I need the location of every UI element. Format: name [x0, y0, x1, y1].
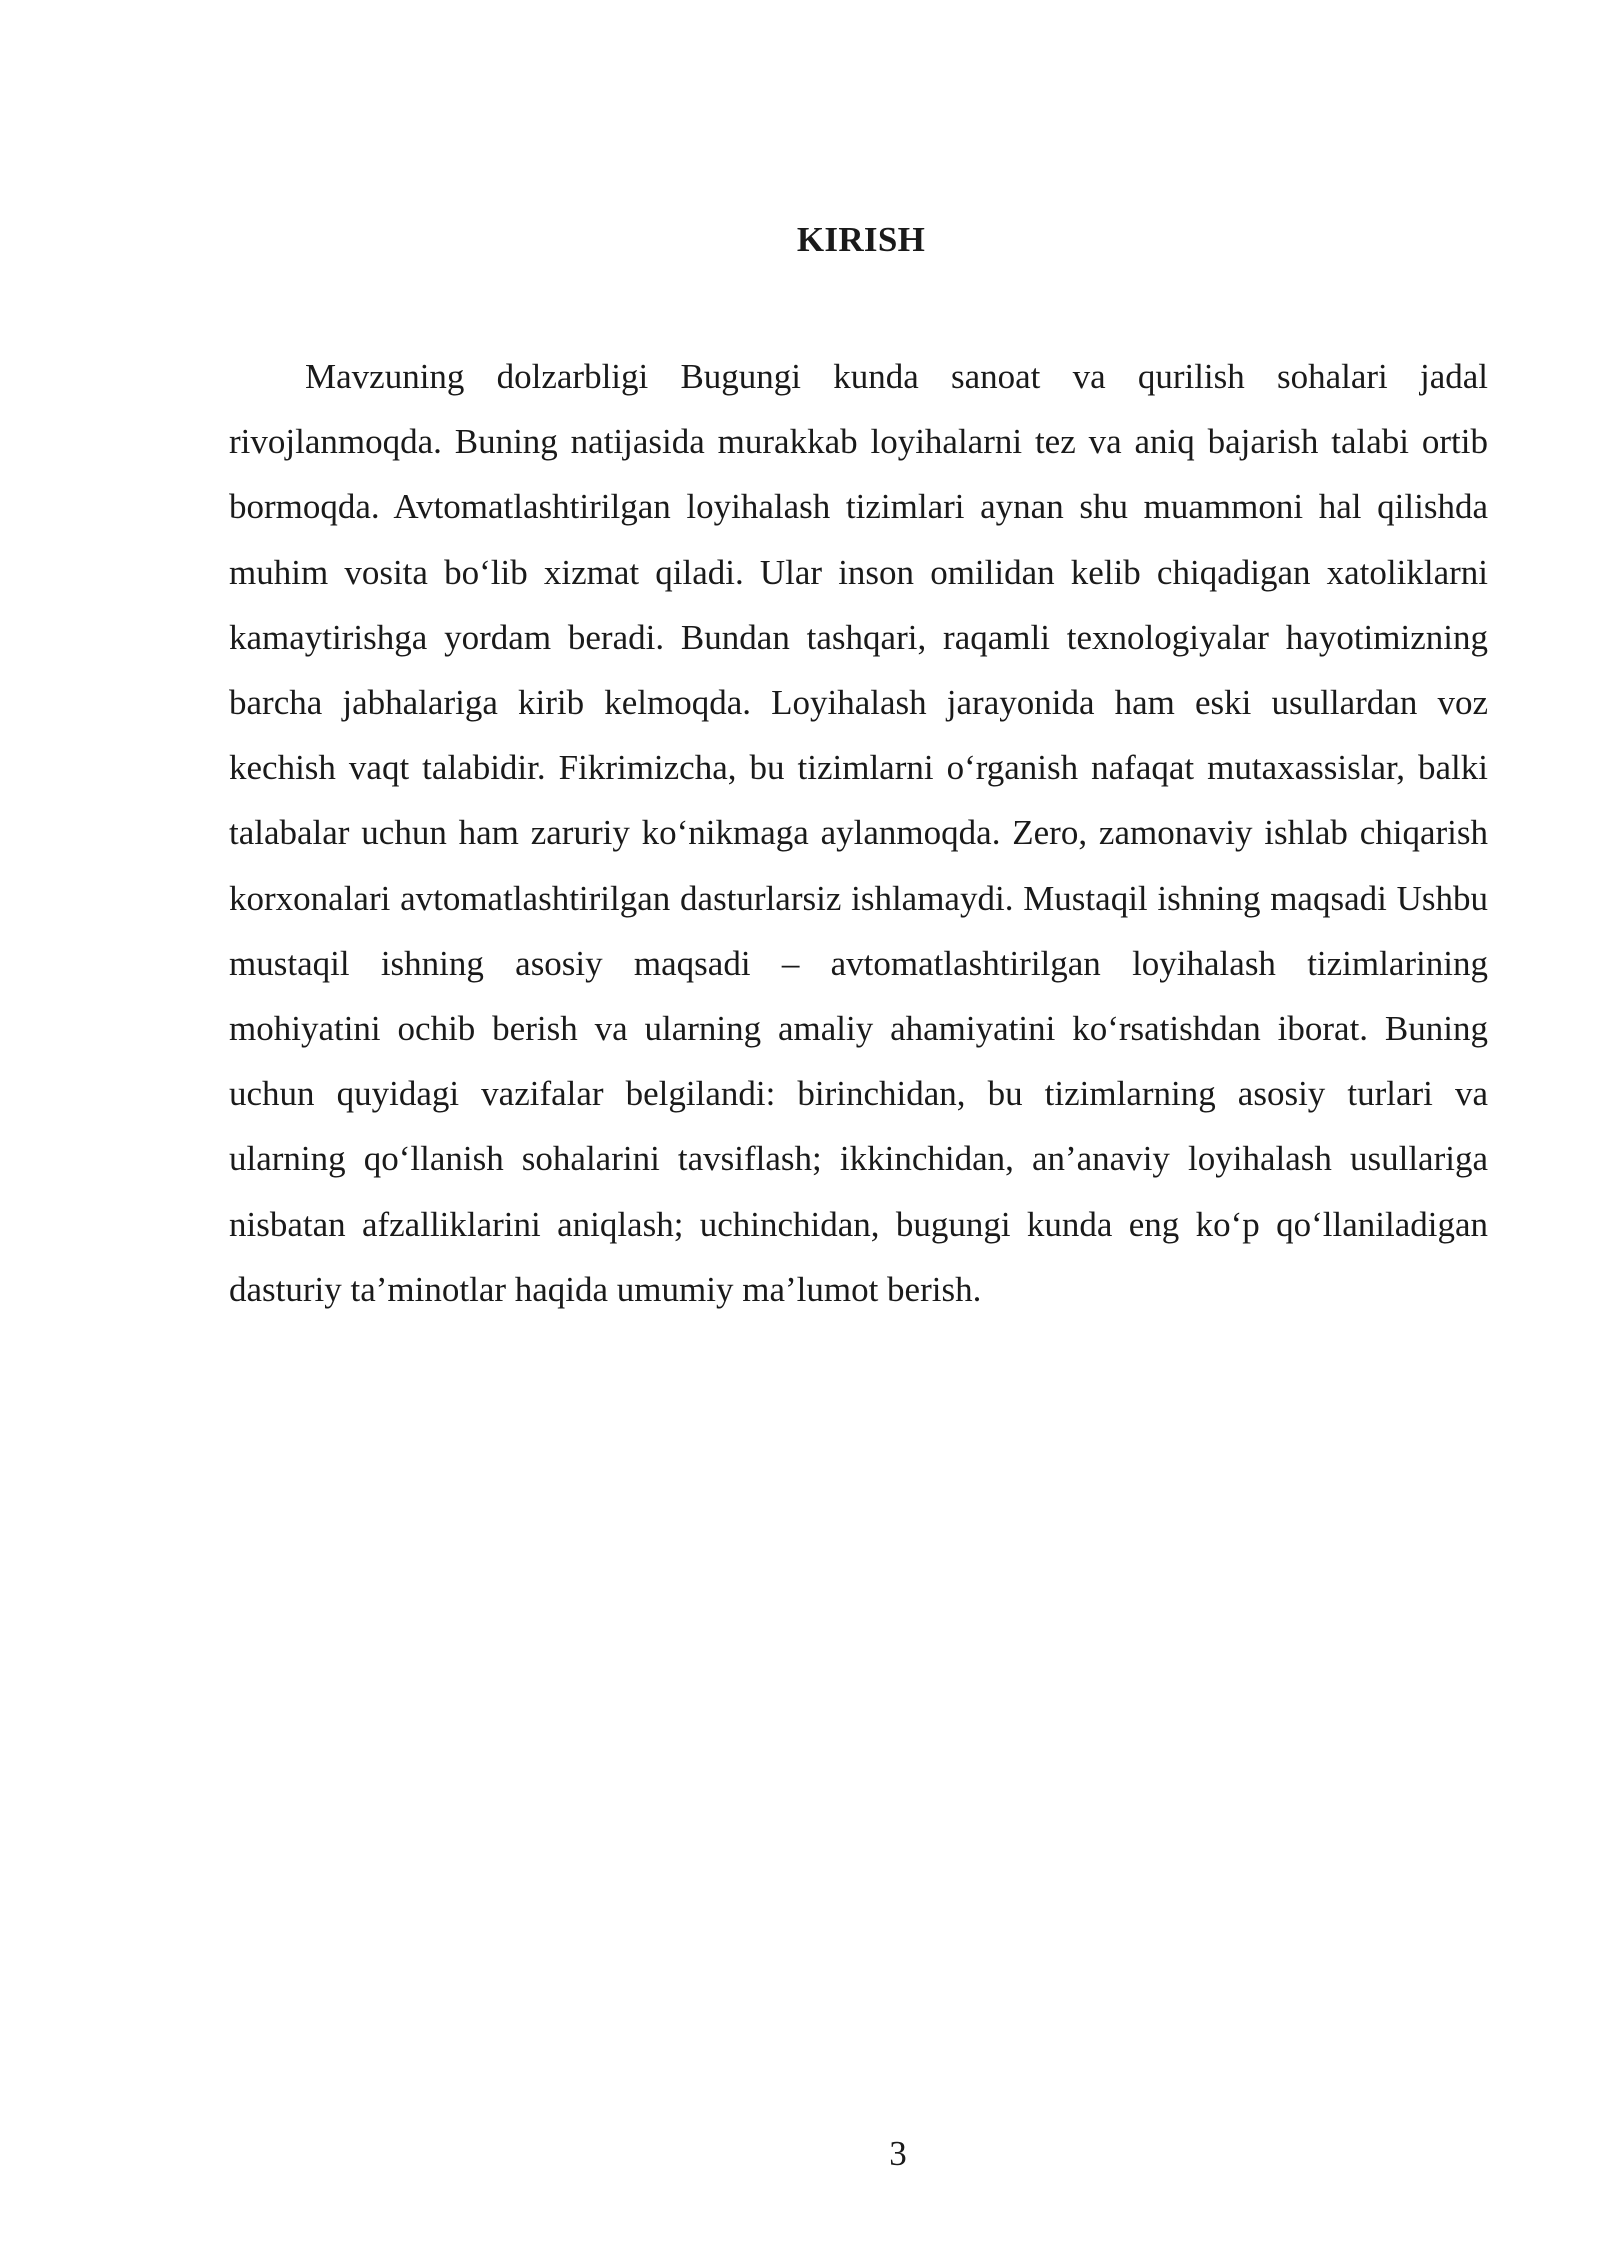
section-heading: KIRISH [796, 220, 926, 259]
page-number: 3 [889, 2134, 907, 2173]
body-paragraph: Mavzuning dolzarbligi Bugungi kunda sanoat va qurilish sohalari jadal rivojlanmoqda. Buning natijasida murakkab loyihalarni tez va aniq bajarish talabi ortib bormoqda. Avtomatlashtirilgan loyihalash tizimlari aynan shu muammoni hal qilishda muhim vosita bo‘lib xizmat qiladi. Ular inson omilidan kelib chiqadigan xatoliklarni kamaytirishga yordam beradi. Bundan tashqari, raqamli texnologiyalar hayotimizning barcha jabhalariga kirib kelmoqda. Loyihalash jarayonida ham eski usullardan voz kechish vaqt talabidir. Fikrimizcha, bu tizimlarni o‘rganish nafaqat mutaxassislar, balki talabalar uchun ham zaruriy ko‘nikmaga aylanmoqda. Zero, zamonaviy ishlab chiqarish korxonalari avtomatlashtirilgan dasturlarsiz ishlamaydi. Mustaqil ishning maqsadi Ushbu mustaqil ishning asosiy maqsadi – avtomatlashtirilgan loyihalash tizimlarining mohiyatini ochib berish va ularning amaliy ahamiyatini ko‘rsatishdan iborat. Buning uchun quyidagi vazifalar belgilandi: birinchidan, bu tizimlarning asosiy turlari va ularning qo‘llanish sohalarini tavsiflash; ikkinchidan, an’anaviy loyihalash usullariga nisbatan afzalliklarini aniqlash; uchinchidan, bugungi kunda eng ko‘p qo‘llaniladigan dasturiy ta’minotlar haqida umumiy ma’lumot berish. [229, 357, 1488, 1309]
